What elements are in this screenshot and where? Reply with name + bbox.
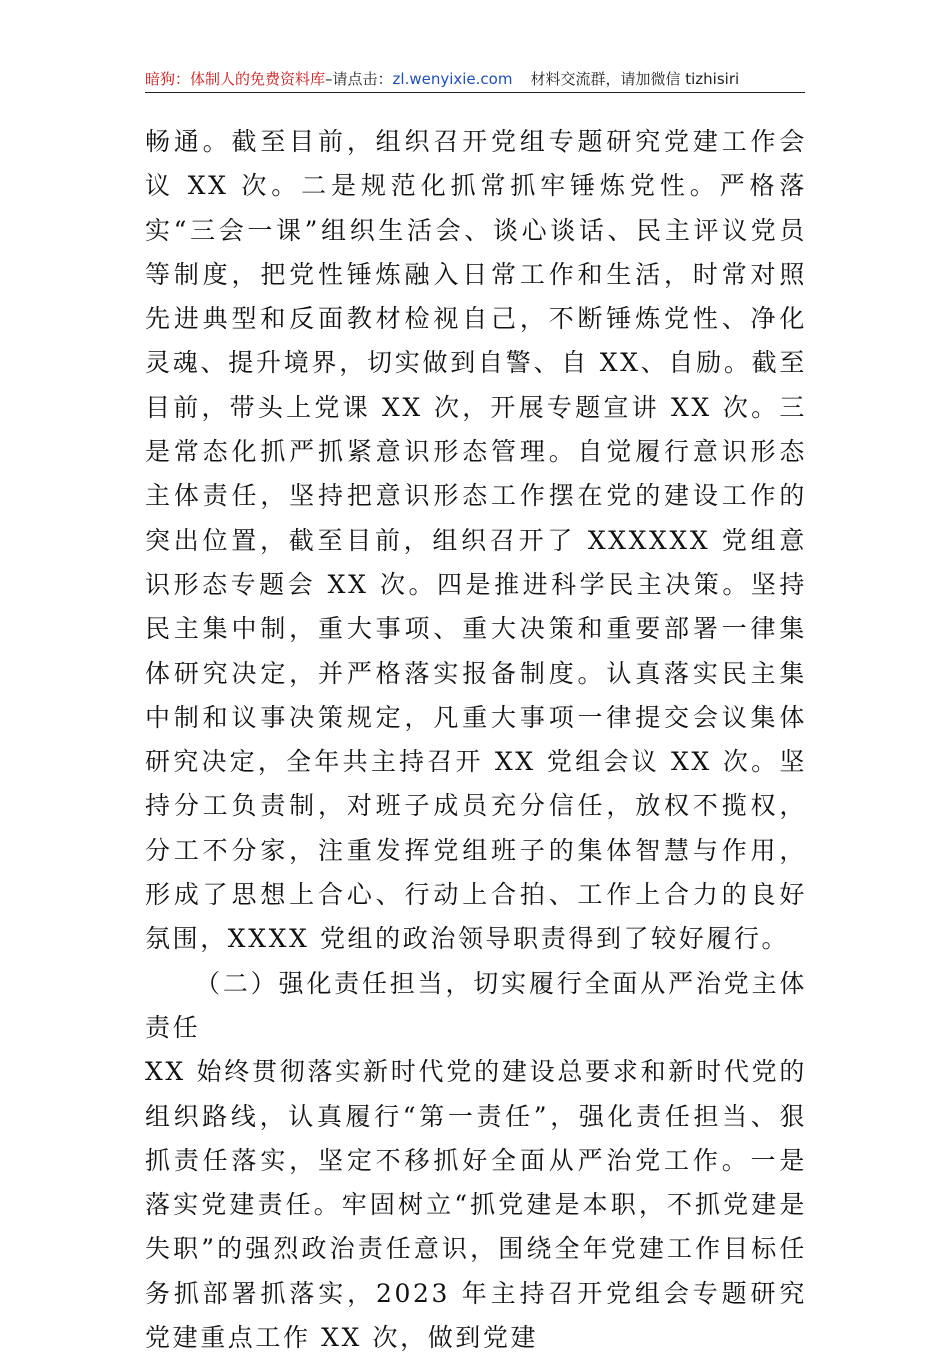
- page-header: [145, 66, 805, 93]
- header-prompt: –请点击：: [325, 70, 393, 88]
- section-heading: （二）强化责任担当，切实履行全面从严治党主体责任: [145, 968, 807, 1042]
- paragraph: 畅通。截至目前，组织召开党组专题研究党建工作会议 XX 次。二是规范化抓常抓牢锤炼党性。严格落实“三会一课”组织生活会、谈心谈话、民主评议党员等制度，把党性锤炼融入日常工作和生活，时常对照先进典型和反面教材检视自己，不断锤炼党性、净化灵魂、提升境界，切实做到自警、自 XX、自励。截至目前，带头上党课 XX 次，开展专题宣讲 XX 次。三是常态化抓严抓紧意识形态管理。自觉履行意识形态主体责任，坚持把意识形态工作摆在党的建设工作的突出位置，截至目前，组织召开了 XXXXXX 党组意识形态专题会 XX 次。四是推进科学民主决策。坚持民主集中制，重大事项、重大决策和重要部署一律集体研究决定，并严格落实报备制度。认真落实民主集中制和议事决策规定，凡重大事项一律提交会议集体研究决定，全年共主持召开 XX 党组会议 XX 次。坚持分工负责制，对班子成员充分信任，放权不揽权，分工不分家，注重发挥党组班子的集体智慧与作用，形成了思想上合心、行动上合拍、工作上合力的良好氛围，XXXX 党组的政治领导职责得到了较好履行。: [145, 127, 807, 954]
- header-link[interactable]: zl.wenyixie.com: [392, 70, 513, 88]
- header-brand: 暗狗：体制人的免费资料库: [145, 70, 326, 88]
- document-body: [145, 120, 807, 1360]
- paragraph: XX 始终贯彻落实新时代党的建设总要求和新时代党的组织路线，认真履行“第一责任”，强化责任担当、狠抓责任落实，坚定不移抓好全面从严治党工作。一是落实党建责任。牢固树立“抓党建是本职，不抓党建是失职”的强烈政治责任意识，围绕全年党建工作目标任务抓部署抓落实，2023 年主持召开党组会专题研究党建重点工作 XX 次，做到党建: [145, 1057, 807, 1353]
- header-note: 材料交流群，请加微信 tizhisiri: [530, 70, 740, 88]
